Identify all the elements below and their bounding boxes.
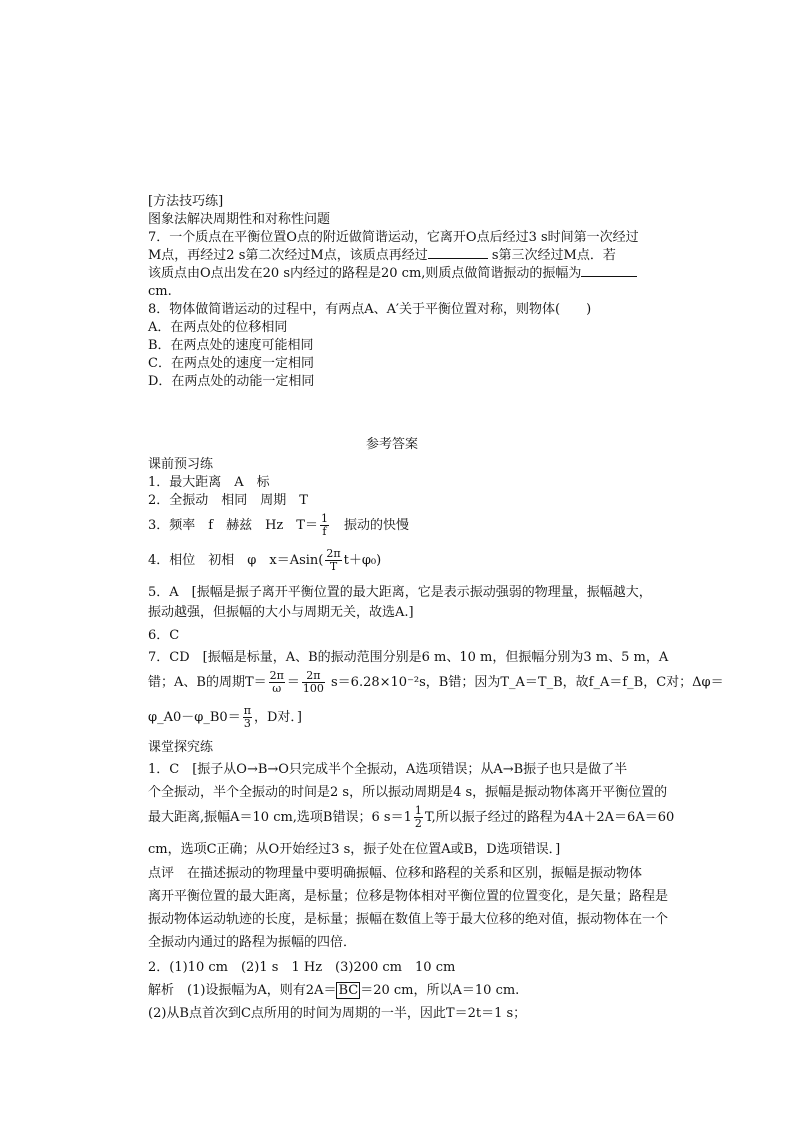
q7-line2: M点，再经过2 s第二次经过M点，该质点再经过 s第三次经过M点．若 <box>148 248 616 263</box>
answer-5-line2: 振动越强，但振幅的大小与周期无关，故选A.] <box>148 605 414 620</box>
segment-bc: BC <box>338 983 359 998</box>
answer-7-line1: 7．CD [振幅是标量，A、B的振动范围分别是6 m、10 m，但振幅分别为3 m、5 m，A <box>148 650 669 665</box>
q7-line1: 7．一个质点在平衡位置O点的附近做简谐运动，它离开O点后经过3 s时间第一次经过 <box>148 230 639 245</box>
answer-6: 6．C <box>148 628 180 643</box>
answer-5-line1: 5．A [振幅是振子离开平衡位置的最大距离，它是表示振动强弱的物理量，振幅越大， <box>148 585 652 600</box>
class-study-header: 课堂探究练 <box>148 740 214 755</box>
q8-option-b: B．在两点处的速度可能相同 <box>148 338 314 353</box>
answer-7-line2: 错；A、B的周期T＝ $\frac{2\pi}{\omega}$ ＝ $\frac{2\pi}{100}$ s＝6.28×10⁻²s，B错；因为T_A＝T_B，故f_A＝f_B，C对；Δφ＝ <box>148 669 724 695</box>
q8-stem: 8．物体做简谐运动的过程中，有两点A、A′关于平衡位置对称，则物体( ) <box>148 302 592 317</box>
fraction: $\frac{2\pi}{100}$ <box>302 669 324 695</box>
answer-2: 2．全振动 相同 周期 T <box>148 493 308 508</box>
q8-option-c: C．在两点处的速度一定相同 <box>148 356 314 371</box>
comment-line4: 全振动内通过的路程为振幅的四倍． <box>148 935 357 950</box>
fraction: $\frac{1}{f}$ <box>320 512 328 538</box>
fraction: $\frac{1}{2}$ <box>414 804 422 830</box>
fraction: $\frac{2\pi}{\omega}$ <box>269 669 284 695</box>
answer-blank <box>428 258 488 259</box>
fraction: $\frac{\pi}{3}$ <box>243 704 251 730</box>
comment-line3: 振动物体运动轨迹的长度，是标量；振幅在数值上等于最大位移的绝对值，振动物体在一个 <box>148 912 669 927</box>
answer-blank <box>581 276 637 277</box>
pre-study-header: 课前预习练 <box>148 457 214 472</box>
class-2-answer: 2．(1)10 cm (2)1 s 1 Hz (3)200 cm 10 cm <box>148 960 456 975</box>
comment-line1: 点评 在描述振动的物理量中要明确振幅、位移和路程的关系和区别，振幅是振动物体 <box>148 866 643 881</box>
fraction: $\frac{2\pi}{T}$ <box>326 547 341 573</box>
class-2-solution-1: 解析 (1)设振幅为A，则有2A＝ BC ＝20 cm，所以A＝10 cm. <box>148 983 520 998</box>
answers-title: 参考答案 <box>366 437 419 452</box>
answer-7-line3: φ_A0－φ_B0＝ $\frac{\pi}{3}$ ，D对．] <box>148 704 302 730</box>
answer-3: 3．频率 f 赫兹 Hz T＝ $\frac{1}{f}$ 振动的快慢 <box>148 512 409 538</box>
q8-option-a: A．在两点处的位移相同 <box>148 320 288 335</box>
section-subheader: 图象法解决周期性和对称性问题 <box>148 212 331 227</box>
section-header: [方法技巧练] <box>148 194 224 209</box>
class-2-solution-2: (2)从B点首次到C点所用的时间为周期的一半，因此T＝2t＝1 s； <box>148 1006 527 1021</box>
comment-line2: 离开平衡位置的最大距离，是标量；位移是物体相对平衡位置的位置变化，是矢量；路程是 <box>148 889 669 904</box>
q7-line3: 该质点由O点出发在20 s内经过的路程是20 cm,则质点做简谐振动的振幅为 <box>148 266 637 282</box>
answer-1: 1．最大距离 A 标 <box>148 475 270 490</box>
q8-option-d: D．在两点处的动能一定相同 <box>148 374 315 389</box>
answer-4: 4．相位 初相 φ x＝Asin( $\frac{2\pi}{T}$ t＋φ₀) <box>148 547 382 573</box>
class-1-line3: 最大距离,振幅A＝10 cm,选项B错误；6 s＝1 $\frac{1}{2}$ T,所以振子经过的路程为4A＋2A＝6A＝60 <box>148 804 675 830</box>
q7-line4: cm. <box>148 284 172 299</box>
class-1-line4: cm，选项C正确；从O开始经过3 s，振子处在位置A或B，D选项错误．] <box>148 842 561 857</box>
class-1-line2: 个全振动，半个全振动的时间是2 s，所以振动周期是4 s，振幅是振动物体离开平衡位置的 <box>148 785 668 800</box>
class-1-line1: 1．C [振子从O→B→O只完成半个全振动，A选项错误；从A→B振子也只是做了半 <box>148 762 628 777</box>
